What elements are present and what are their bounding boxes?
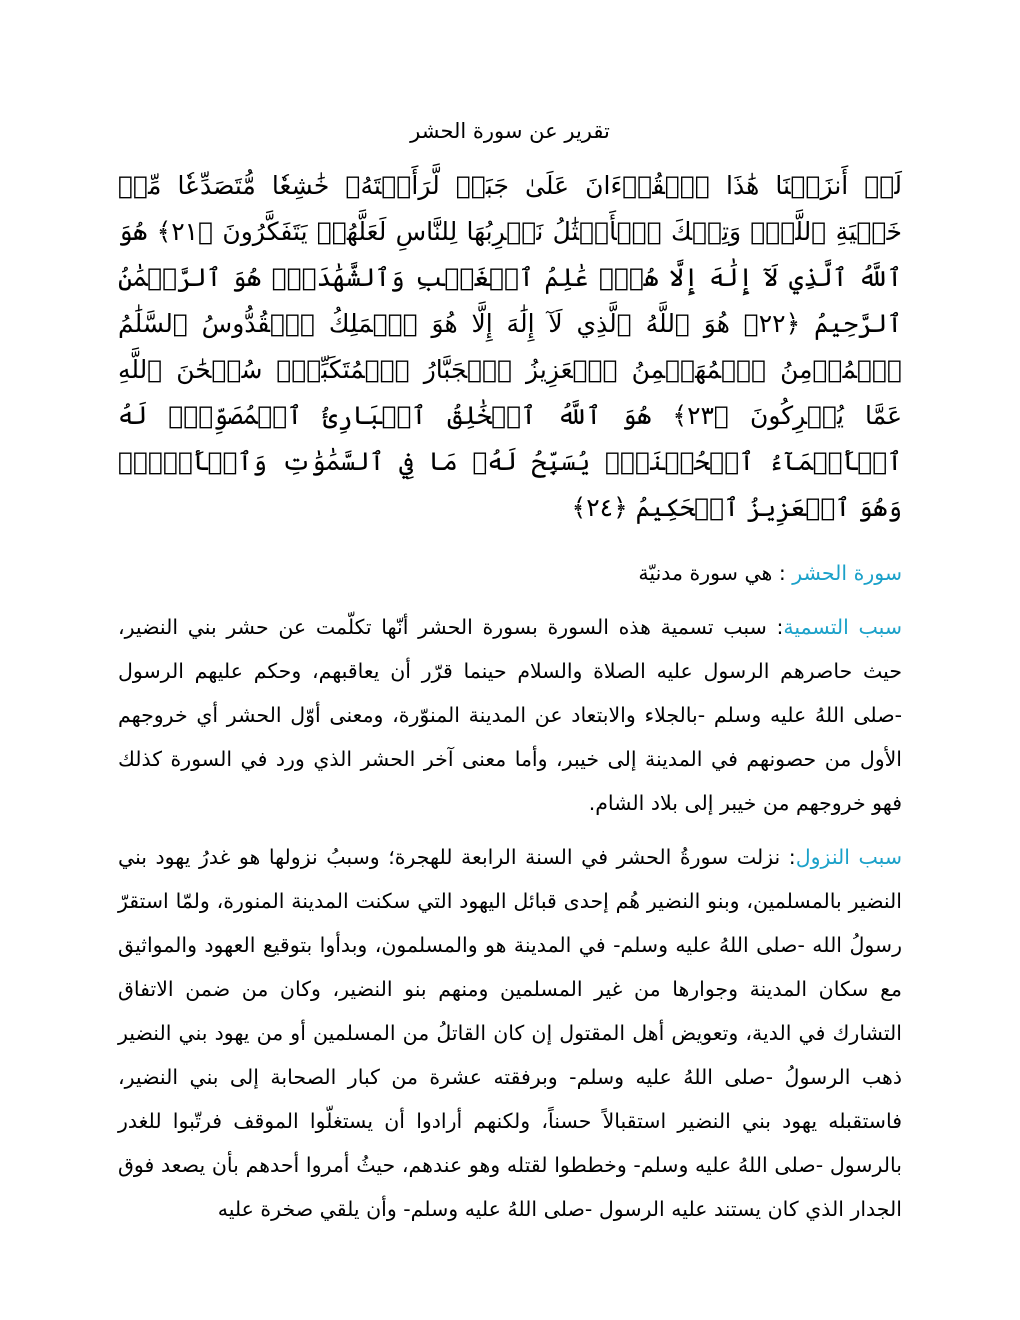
surah-type-label: سورة الحشر [792,561,902,586]
revelation-text: : نزلت سورةُ الحشر في السنة الرابعة للهجرة؛ وسببُ نزولها هو غدرُ يهود بني النضير بالمسلمين، وبنو النضير هُم إحدى قبائل اليهود التي سكنت المدينة المنورة، ولمّا استقرّ رسولُ الله -صلى اللهُ عليه وسلم- في المدينة هو والمسلمون، وبدأوا بتوقيع العهود والمواثيق مع سكان المدينة وجوارها من غير المسلمين ومنهم بنو النضير، وكان من ضمن الاتفاق التشارك في الدية، وتعويض أهل المقتول إن كان القاتلُ من المسلمين أو من يهود بني النضير ذهب الرسولُ -صلى اللهُ عليه وسلم- وبرفقته عشرة من كبار الصحابة إلى بني النضير، فاستقبله يهود بني النضير استقبالاً حسناً، ولكنهم أرادوا أن يستغلّوا الموقف فرتّبوا للغدر بالرسول -صلى اللهُ عليه وسلم- وخططوا لقتله وهو عندهم، حيثُ أمروا أحدهم بأن يصعد فوق الجدار الذي كان يستند عليه الرسول -صلى اللهُ عليه وسلم- وأن يلقي صخرة عليه [118,845,902,1222]
surah-type-text: : هي سورة مدنيّة [638,561,793,586]
surah-type-paragraph [118,551,902,595]
document-page [118,118,902,1241]
revelation-label: سبب النزول [795,845,903,870]
page-title: تقرير عن سورة الحشر [410,119,610,143]
quran-verse: لَوۡ أَنزَلۡنَا هَٰذَا ٱلۡقُرۡءَانَ عَلَىٰ جَبَلٖ لَّرَأَيۡتَهُۥ خَٰشِعٗا مُّتَصَدِّعٗا مِّنۡ خَشۡيَةِ ٱللَّهِۚ وَتِلۡكَ ٱلۡأَمۡثَٰلُ نَضۡرِبُهَا لِلنَّاسِ لَعَلَّهُمۡ يَتَفَكَّرُونَ ﴿٢١﴾ هُوَ ٱللَّهُ ٱلَّذِي لَآ إِلَٰهَ إِلَّا هُوَۖ عَٰلِمُ ٱلۡغَيۡبِ وَٱلشَّهَٰدَةِۖ هُوَ ٱلرَّحۡمَٰنُ ٱلرَّحِيمُ ﴿٢٢﴾ هُوَ ٱللَّهُ ٱلَّذِي لَآ إِلَٰهَ إِلَّا هُوَ ٱلۡمَلِكُ ٱلۡقُدُّوسُ ٱلسَّلَٰمُ ٱلۡمُؤۡمِنُ ٱلۡمُهَيۡمِنُ ٱلۡعَزِيزُ ٱلۡجَبَّارُ ٱلۡمُتَكَبِّرُۚ سُبۡحَٰنَ ٱللَّهِ عَمَّا يُشۡرِكُونَ ﴿٢٣﴾ هُوَ ٱللَّهُ ٱلۡخَٰلِقُ ٱلۡبَارِئُ ٱلۡمُصَوِّرُۖ لَهُ ٱلۡأَسۡمَآءُ ٱلۡحُسۡنَىٰۚ يُسَبِّحُ لَهُۥ مَا فِي ٱلسَّمَٰوَٰتِ وَٱلۡأَرۡضِۖ وَهُوَ ٱلۡعَزِيزُ ٱلۡحَكِيمُ ﴿٢٤﴾ [118,171,902,523]
naming-text: : سبب تسمية هذه السورة بسورة الحشر أنّها تكلّمت عن حشر بني النضير، حيث حاصرهم الرسول عليه الصلاة والسلام حينما قرّر أن يعاقبهم، وحكم عليهم الرسول -صلى اللهُ عليه وسلم -بالجلاء والابتعاد عن المدينة المنوّرة، ومعنى أوّل الحشر أي خروجهم الأول من حصونهم في المدينة إلى خيبر، وأما معنى آخر الحشر الذي ورد في السورة كذلك فهو خروجهم من خيبر إلى بلاد الشام. [118,615,902,816]
naming-label: سبب التسمية [783,615,902,640]
revelation-paragraph [118,835,902,1231]
naming-paragraph [118,605,902,825]
